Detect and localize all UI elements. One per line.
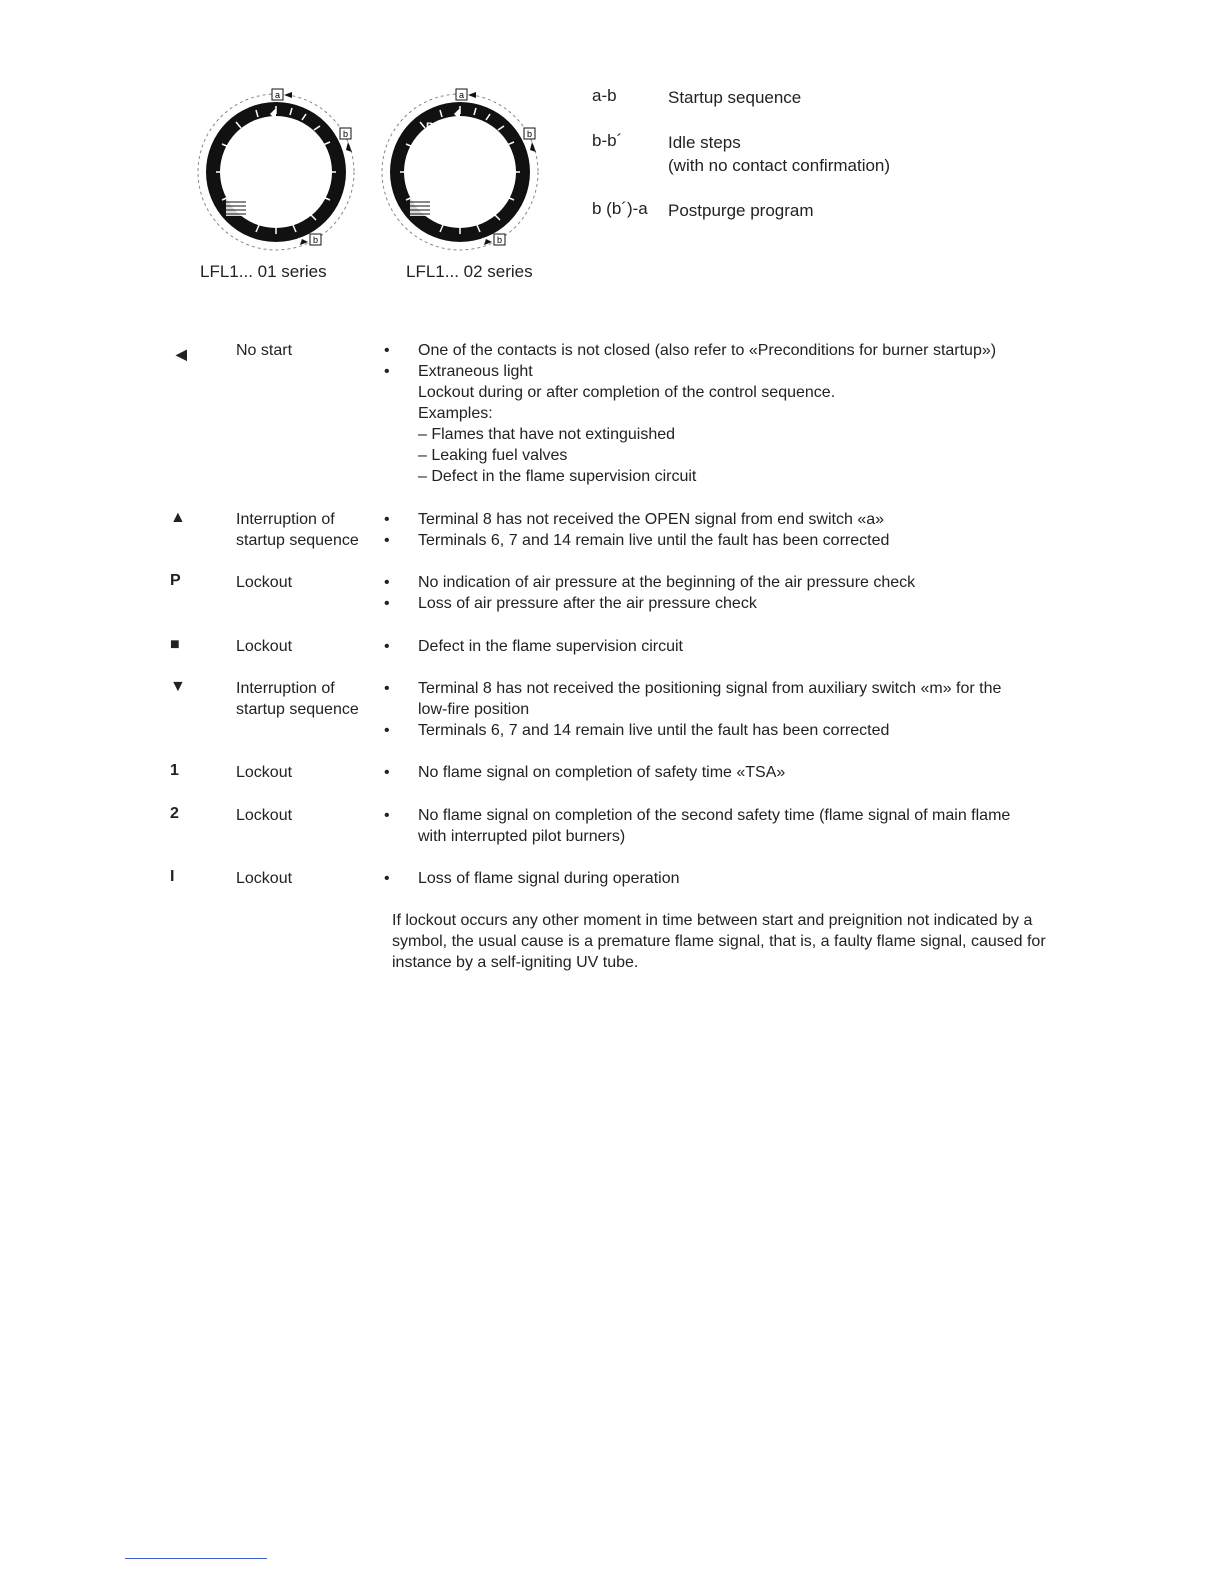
fault-bullets <box>384 636 1044 657</box>
bullet-dot: • <box>384 870 390 887</box>
bullet-line: Lockout during or after completion of the control sequence. <box>418 384 836 401</box>
svg-text:b: b <box>526 129 533 139</box>
bullet-dot: • <box>384 680 390 697</box>
fault-title <box>236 572 376 593</box>
fault-symbol: 2 <box>170 805 179 822</box>
fault-bullets <box>384 805 1044 847</box>
bullet-dot: • <box>384 764 390 781</box>
fault-title-line: Lockout <box>236 870 293 887</box>
bullet-line: – Flames that have not extinguished <box>418 426 676 443</box>
bullet-line: Terminal 8 has not received the positioning signal from auxiliary switch «m» for the <box>418 680 1002 697</box>
bullet-line: No indication of air pressure at the beginning of the air pressure check <box>418 574 916 591</box>
dial-01-caption: LFL1... 01 series <box>200 262 327 281</box>
bullet-line: Terminal 8 has not received the OPEN signal from end switch «a» <box>418 511 885 528</box>
bullet-dot: • <box>384 574 390 591</box>
svg-text:a: a <box>274 90 281 100</box>
bullet-line: Loss of air pressure after the air pressure check <box>418 595 757 612</box>
bullet-line: with interrupted pilot burners) <box>418 828 626 845</box>
bullet-item <box>384 361 1044 487</box>
fault-title <box>236 762 376 783</box>
fault-title <box>236 678 376 720</box>
svg-text:b: b <box>496 235 503 245</box>
bullet-line: Defect in the flame supervision circuit <box>418 638 683 655</box>
bullet-item <box>384 762 1044 783</box>
sequence-legend <box>592 86 890 244</box>
legend-description <box>668 199 890 222</box>
fault-title-line: Interruption of <box>236 511 335 528</box>
fault-bullets <box>384 509 1044 551</box>
fault-title-line: Lockout <box>236 764 293 781</box>
bullet-dot: • <box>384 511 390 528</box>
bullet-item <box>384 530 1044 551</box>
bullet-item <box>384 593 1044 614</box>
legend-code: a-b <box>592 86 617 105</box>
fault-bullets <box>384 868 1044 889</box>
legend-description <box>668 131 890 177</box>
legend-description <box>668 86 890 109</box>
legend-line: Idle steps <box>668 133 741 152</box>
bullet-line: Terminals 6, 7 and 14 remain live until the fault has been corrected <box>418 532 890 549</box>
fault-symbol: ▼ <box>170 678 186 695</box>
svg-text:b: b <box>342 129 349 139</box>
fault-bullets <box>384 340 1044 487</box>
bullet-line: low-fire position <box>418 701 530 718</box>
legend-row <box>592 199 890 222</box>
fault-symbol: 1 <box>170 762 179 779</box>
fault-bullets <box>384 572 1044 614</box>
dial-02-caption: LFL1... 02 series <box>406 262 533 281</box>
svg-text:a: a <box>458 90 465 100</box>
bullet-item <box>384 868 1044 889</box>
fault-symbol: I <box>170 868 175 885</box>
fault-title <box>236 509 376 551</box>
legend-code: b-b´ <box>592 131 623 150</box>
bullet-item <box>384 678 1044 720</box>
bullet-item <box>384 720 1044 741</box>
legend-row <box>592 131 890 177</box>
fault-symbol: P <box>170 572 181 589</box>
fault-title <box>236 636 376 657</box>
fault-title-line: Lockout <box>236 807 293 824</box>
legend-line: (with no contact confirmation) <box>668 156 891 175</box>
fault-title-line: No start <box>236 342 293 359</box>
svg-text:b: b <box>312 235 319 245</box>
fault-title <box>236 805 376 826</box>
bullet-item <box>384 572 1044 593</box>
bullet-dot: • <box>384 532 390 549</box>
bullet-dot: • <box>384 722 390 739</box>
legend-code: b (b´)-a <box>592 199 648 218</box>
bullet-line: – Leaking fuel valves <box>418 447 568 464</box>
bullet-line: No flame signal on completion of the second safety time (flame signal of main flame <box>418 807 1011 824</box>
bullet-line: No flame signal on completion of safety time «TSA» <box>418 764 786 781</box>
bullet-dot: • <box>384 363 390 380</box>
fault-title-line: Lockout <box>236 638 293 655</box>
legend-row <box>592 86 890 109</box>
fault-title <box>236 868 376 889</box>
svg-text:P: P <box>426 121 434 133</box>
legend-line: Startup sequence <box>668 88 802 107</box>
fault-bullets <box>384 678 1044 741</box>
bullet-dot: • <box>384 595 390 612</box>
lockout-note: If lockout occurs any other moment in time between start and preignition not indicated by a symbol, the usual cause is a premature flame signal, that is, a faulty flame signal, caused for instance by a self-igniting UV tube. <box>392 912 1046 971</box>
fault-title-line: Lockout <box>236 574 293 591</box>
fault-bullets <box>384 762 1044 783</box>
dial-01-series <box>196 86 360 254</box>
dial-02-figure <box>380 86 544 254</box>
fault-symbol: ▲ <box>170 509 186 526</box>
footnote-rule <box>125 1558 267 1559</box>
bullet-line: One of the contacts is not closed (also refer to «Preconditions for burner startup») <box>418 342 997 359</box>
bullet-item <box>384 509 1044 530</box>
bullet-line: Examples: <box>418 405 493 422</box>
fault-title-line: startup sequence <box>236 701 359 718</box>
dial-02-series <box>380 86 544 254</box>
legend-line: Postpurge program <box>668 201 814 220</box>
bullet-item <box>384 805 1044 847</box>
bullet-line: – Defect in the flame supervision circuit <box>418 468 697 485</box>
fault-title-line: Interruption of <box>236 680 335 697</box>
bullet-line: Extraneous light <box>418 363 533 380</box>
bullet-item <box>384 636 1044 657</box>
fault-symbol: ◀ <box>176 346 187 362</box>
bullet-dot: • <box>384 342 390 359</box>
bullet-line: Terminals 6, 7 and 14 remain live until the fault has been corrected <box>418 722 890 739</box>
bullet-dot: • <box>384 638 390 655</box>
bullet-item <box>384 340 1044 361</box>
bullet-line: Loss of flame signal during operation <box>418 870 680 887</box>
fault-title <box>236 340 376 361</box>
fault-symbol: ■ <box>170 636 180 653</box>
fault-title-line: startup sequence <box>236 532 359 549</box>
bullet-dot: • <box>384 807 390 824</box>
dial-01-figure <box>196 86 360 254</box>
